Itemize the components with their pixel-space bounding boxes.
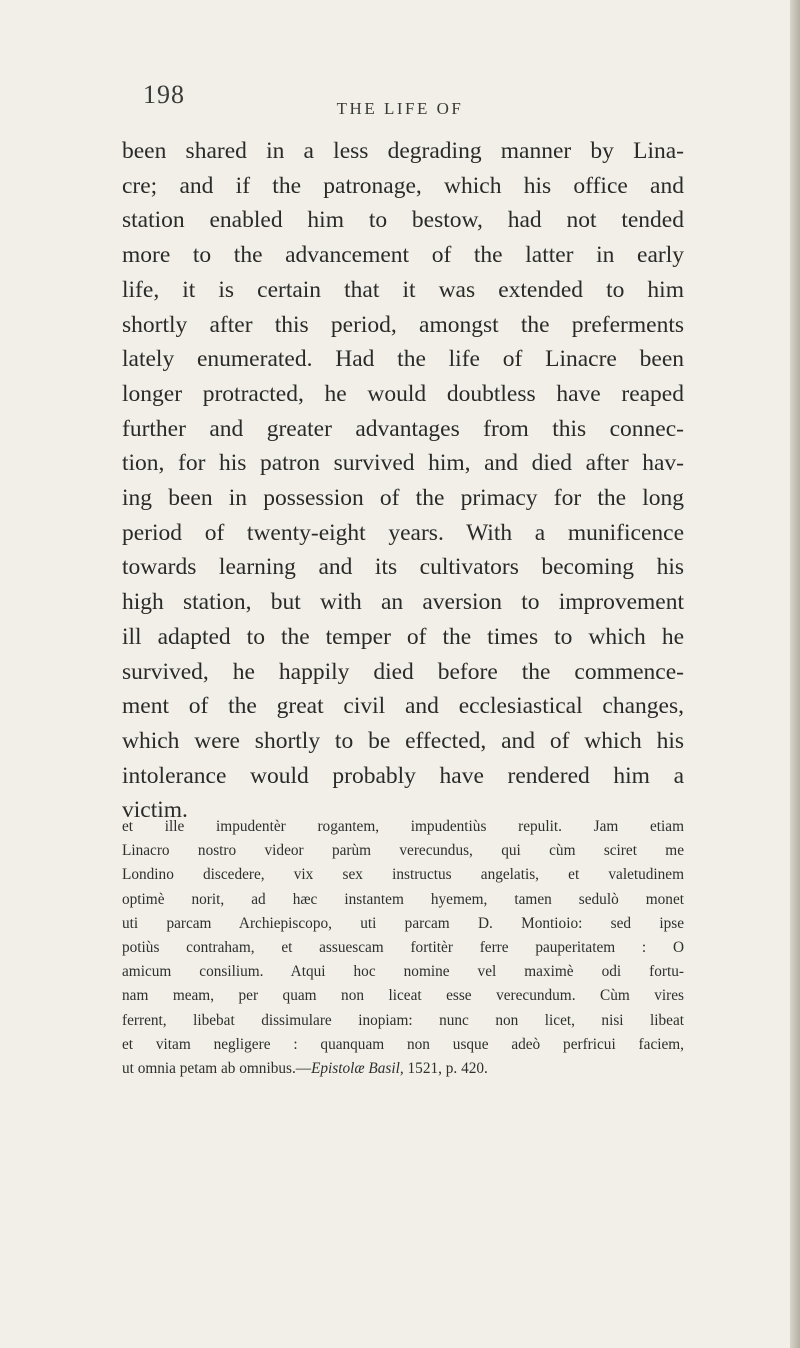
body-line: survived, he happily died before the commence- xyxy=(122,658,684,685)
body-paragraph xyxy=(122,134,684,828)
footnote xyxy=(122,815,684,1081)
body-line: victim. xyxy=(122,797,188,824)
footnote-line: et ille impudentèr rogantem, impudentiùs repulit. Jam etiam xyxy=(122,818,684,835)
footnote-line: ferrent, libebat dissimulare inopiam: nunc non licet, nisi libeat xyxy=(122,1011,684,1029)
body-line: ing been in possession of the primacy for the long xyxy=(122,485,684,512)
body-line: further and greater advantages from this connec- xyxy=(122,415,684,442)
body-line: shortly after this period, amongst the preferments xyxy=(122,311,684,338)
running-head: THE LIFE OF xyxy=(336,99,464,118)
page-edge-shadow xyxy=(790,0,800,1348)
body-line: tion, for his patron survived him, and died after hav- xyxy=(122,450,684,477)
body-line: intolerance would probably have rendered him a xyxy=(122,762,684,789)
footnote-line: Linacro nostro videor parùm verecundus, qui cùm sciret me xyxy=(122,842,684,860)
body-line: more to the advancement of the latter in early xyxy=(122,242,684,269)
footnote-citation-prefix: ut omnia petam ab omnibus.— xyxy=(122,1060,312,1078)
page-number: 198 xyxy=(143,80,185,109)
body-line: period of twenty-eight years. With a munificence xyxy=(122,519,684,546)
footnote-line: amicum consilium. Atqui hoc nomine vel maximè odi fortu- xyxy=(122,963,684,981)
footnote-line: et vitam negligere : quanquam non usque adeò perfricui faciem, xyxy=(122,1035,684,1053)
footnote-line: Londino discedere, vix sex instructus angelatis, et valetudinem xyxy=(122,866,684,884)
body-line: high station, but with an aversion to improvement xyxy=(122,589,684,616)
footnote-line: optimè norit, ad hæc instantem hyemem, tamen sedulò monet xyxy=(122,890,684,908)
footnote-citation-suffix: 1521, p. 420. xyxy=(403,1060,488,1078)
footnote-line: potiùs contraham, et assuescam fortitèr ferre pauperitatem : O xyxy=(122,939,684,957)
footnote-citation-line xyxy=(122,1057,684,1081)
body-line: towards learning and its cultivators becoming his xyxy=(122,554,684,581)
body-line: ill adapted to the temper of the times to which he xyxy=(122,623,684,650)
body-line: life, it is certain that it was extended to him xyxy=(122,276,684,303)
body-line: ment of the great civil and ecclesiastical changes, xyxy=(122,693,684,720)
body-line: station enabled him to bestow, had not tended xyxy=(122,207,684,234)
body-line: been shared in a less degrading manner by Lina- xyxy=(122,138,684,164)
body-line: longer protracted, he would doubtless have reaped xyxy=(122,380,684,407)
body-line: lately enumerated. Had the life of Linacre been xyxy=(122,346,684,373)
footnote-citation-source: Epistolæ Basil, xyxy=(311,1060,404,1078)
footnote-line: nam meam, per quam non liceat esse verecundum. Cùm vires xyxy=(122,987,684,1005)
footnote-line: uti parcam Archiepiscopo, uti parcam D. Montioio: sed ipse xyxy=(122,914,684,932)
body-line: which were shortly to be effected, and of which his xyxy=(122,727,684,754)
body-line: cre; and if the patronage, which his office and xyxy=(122,172,684,199)
